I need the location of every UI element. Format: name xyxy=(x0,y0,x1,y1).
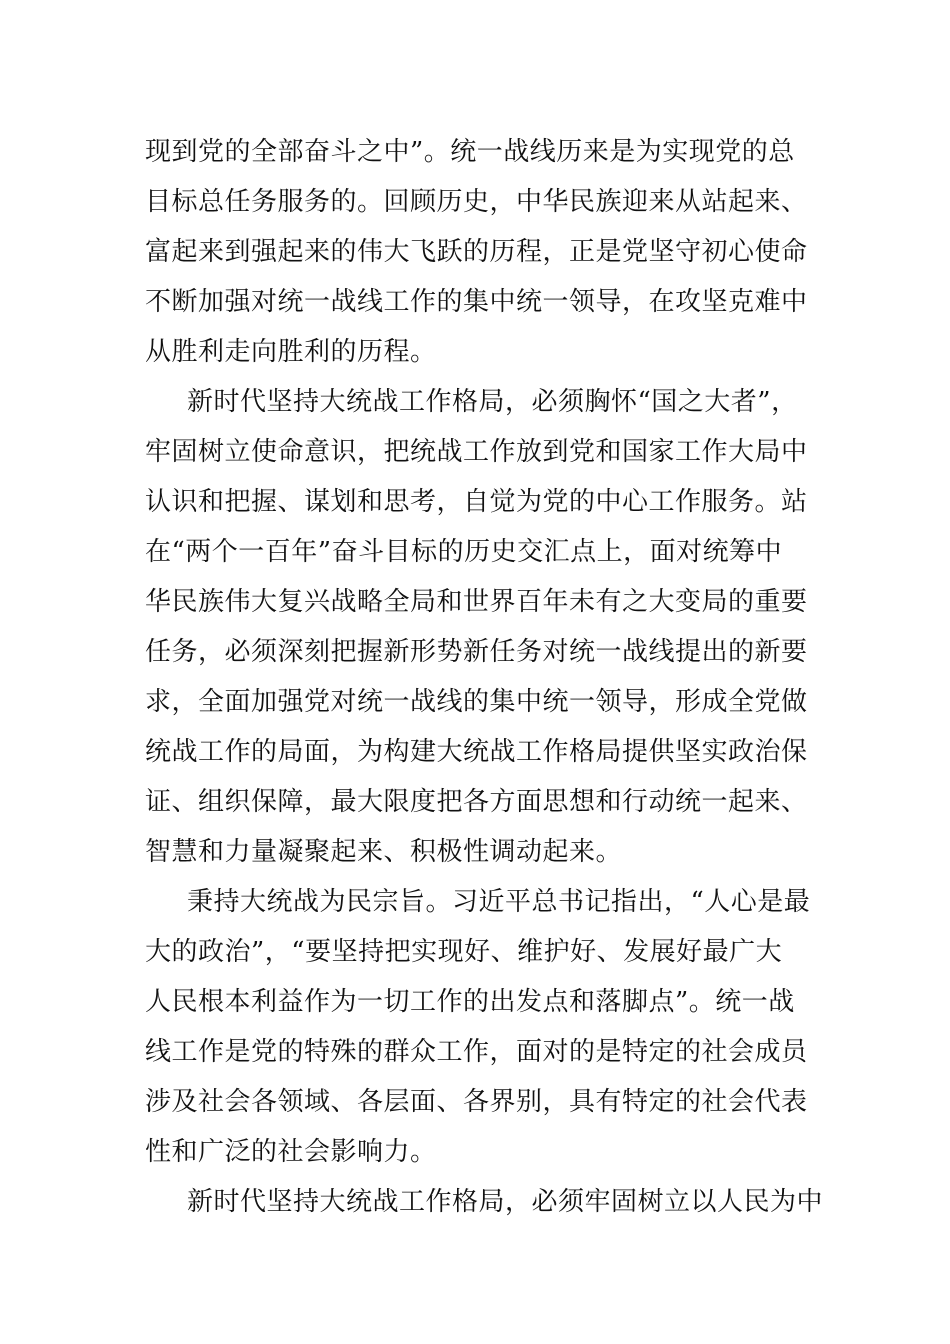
text-line: 人民根本利益作为一切工作的出发点和落脚点”。统一战 xyxy=(145,987,795,1017)
text-line: 智慧和力量凝聚起来、积极性调动起来。 xyxy=(145,837,623,867)
text-line: 华民族伟大复兴战略全局和世界百年未有之大变局的重要 xyxy=(145,587,808,617)
text-line: 求，全面加强党对统一战线的集中统一领导，形成全党做 xyxy=(145,687,808,717)
text-line: 不断加强对统一战线工作的集中统一领导，在攻坚克难中 xyxy=(145,287,808,317)
text-line: 线工作是党的特殊的群众工作，面对的是特定的社会成员 xyxy=(145,1037,808,1067)
text-line: 证、组织保障，最大限度把各方面思想和行动统一起来、 xyxy=(145,787,808,817)
text-line: 任务，必须深刻把握新形势新任务对统一战线提出的新要 xyxy=(145,637,808,667)
text-line: 从胜利走向胜利的历程。 xyxy=(145,337,437,367)
text-line: 富起来到强起来的伟大飞跃的历程，正是党坚守初心使命 xyxy=(145,237,808,267)
text-line: 涉及社会各领域、各层面、各界别，具有特定的社会代表 xyxy=(145,1087,808,1117)
text-line: 性和广泛的社会影响力。 xyxy=(145,1137,437,1167)
text-line: 在“两个一百年”奋斗目标的历史交汇点上，面对统筹中 xyxy=(145,537,783,567)
body-text xyxy=(145,127,824,1227)
text-line: 目标总任务服务的。回顾历史，中华民族迎来从站起来、 xyxy=(145,187,808,217)
text-line: 统战工作的局面，为构建大统战工作格局提供坚实政治保 xyxy=(145,737,808,767)
text-line: 认识和把握、谋划和思考，自觉为党的中心工作服务。站 xyxy=(145,487,808,517)
text-line: 大的政治”，“要坚持把实现好、维护好、发展好最广大 xyxy=(145,937,783,967)
paragraph-first-line: 新时代坚持大统战工作格局，必须胸怀“国之大者”， xyxy=(187,387,798,417)
paragraph-first-line: 秉持大统战为民宗旨。习近平总书记指出，“人心是最 xyxy=(187,887,811,917)
text-line: 牢固树立使命意识，把统战工作放到党和国家工作大局中 xyxy=(145,437,808,467)
paragraph-first-line: 新时代坚持大统战工作格局，必须牢固树立以人民为中 xyxy=(187,1187,824,1217)
text-line: 现到党的全部奋斗之中”。统一战线历来是为实现党的总 xyxy=(145,137,795,167)
